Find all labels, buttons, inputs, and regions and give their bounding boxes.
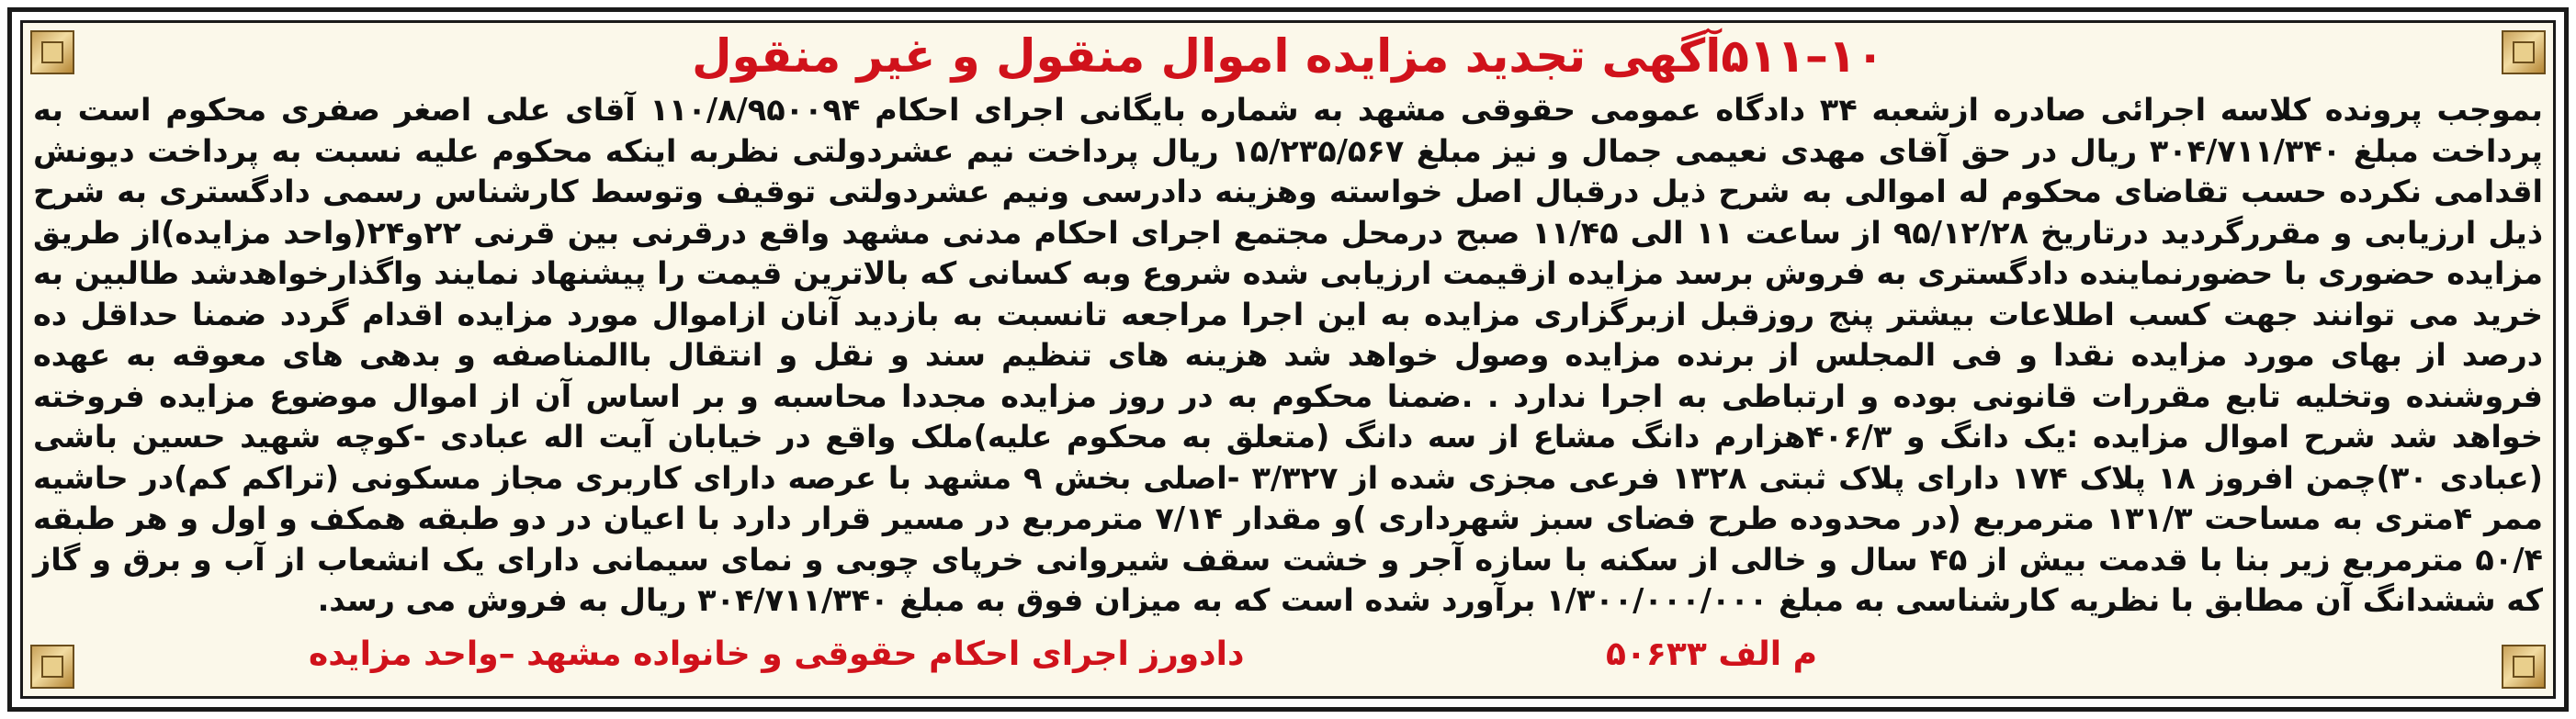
notice-title: ۱۰–۵۱۱آگهی تجدید مزایده اموال منقول و غیر منقول (692, 29, 1884, 83)
auction-notice (33, 28, 2543, 622)
notice-body: بموجب پرونده کلاسه اجرائی صادره ازشعبه ۳۴ دادگاه عمومی حقوقی مشهد به شماره بایگانی اجرای احکام ۱۱۰/۸/۹۵۰۰۹۴ آقای علی اصغر صفری محکوم است به پرداخت مبلغ ۳۰۴/۷۱۱/۳۴۰ ریال در حق آقای مهدی نعیمی جمال و نیز مبلغ ۱۵/۲۳۵/۵۶۷ ریال پرداخت نیم عشردولتی نظربه اینکه محکوم علیه نسبت به پرداخت دیونش اقدامی نکرده حسب تقاضای محکوم له اموالی به شرح ذیل درقبال اصل خواسته وهزینه دادرسی ونیم عشردولتی توقیف وتوسط کارشناس رسمی دادگستری به شرح ذیل ارزیابی و مقررگردید درتاریخ ۹۵/۱۲/۲۸ از ساعت ۱۱ الی ۱۱/۴۵ صبح درمحل مجتمع اجرای احکام مدنی مشهد واقع درقرنی بین قرنی ۲۲و۲۴(واحد مزایده)از طریق مزایده حضوری با حضورنماینده دادگستری به فروش برسد مزایده ازقیمت ارزیابی شده شروع وبه کسانی که بالاترین قیمت را پیشنهاد نمایند واگذارخواهدشد طالبین به خرید می توانند جهت کسب اطلاعات بیشتر پنج روزقبل ازبرگزاری مزایده به این اجرا مراجعه تانسبت به بازدید آنان ازاموال مورد مزایده اقدام گردد ضمنا حداقل ده درصد از بهای مورد مزایده نقدا و فی المجلس از برنده مزایده وصول خواهد شد هزینه های تنظیم سند و نقل و انتقال باالمناصفه و بدهی های معوقه به عهده فروشنده وتخلیه تابع مقررات قانونی بوده و ارتباطی به اجرا ندارد . .ضمنا محکوم به در روز مزایده مجددا محاسبه و بر اساس آن از اموال موضوع مزایده فروخته خواهد شد شرح اموال مزایده :یک دانگ و ۴۰۶/۳هزارم دانگ مشاع از سه دانگ (متعلق به محکوم علیه)ملک واقع در خیابان آیت اله عبادی -کوچه شهید حسین باشی (عبادی ۳۰)چمن افروز ۱۸ پلاک ۱۷۴ دارای پلاک ثبتی ۱۳۲۸ فرعی مجزی شده از ۳/۳۲۷ -اصلی بخش ۹ مشهد با عرصه دارای کاربری مجاز مسکونی (تراکم کم)در حاشیه ممر ۴متری به مساحت ۱۳۱/۳ مترمربع (در محدوده طرح فضای سبز شهرداری )و مقدار ۷/۱۴ مترمربع در مسیر قرار دارد با اعیان در دو طبقه همکف و اول و هر طبقه ۵۰/۴ مترمربع زیر بنا با قدمت بیش از ۴۵ سال و خالی از سکنه با سازه آجر و خشت سقف شیروانی خرپای چوبی و نمای سیمانی دارای یک انشعاب از آب و برق و گاز که ششدانگ آن مطابق با نظریه کارشناسی به مبلغ ۱/۳۰۰/۰۰۰/۰۰۰ برآورد شده است که به میزان فوق به مبلغ ۳۰۴/۷۱۱/۳۴۰ ریال به فروش می رسد. (33, 92, 2544, 618)
notice-code: م الف ۵۰۶۳۳ (1605, 635, 1817, 673)
notice-signature: دادورز اجرای احکام حقوقی و خانواده مشهد –واحد مزایده (309, 635, 1245, 673)
notice-footer (33, 632, 2543, 678)
